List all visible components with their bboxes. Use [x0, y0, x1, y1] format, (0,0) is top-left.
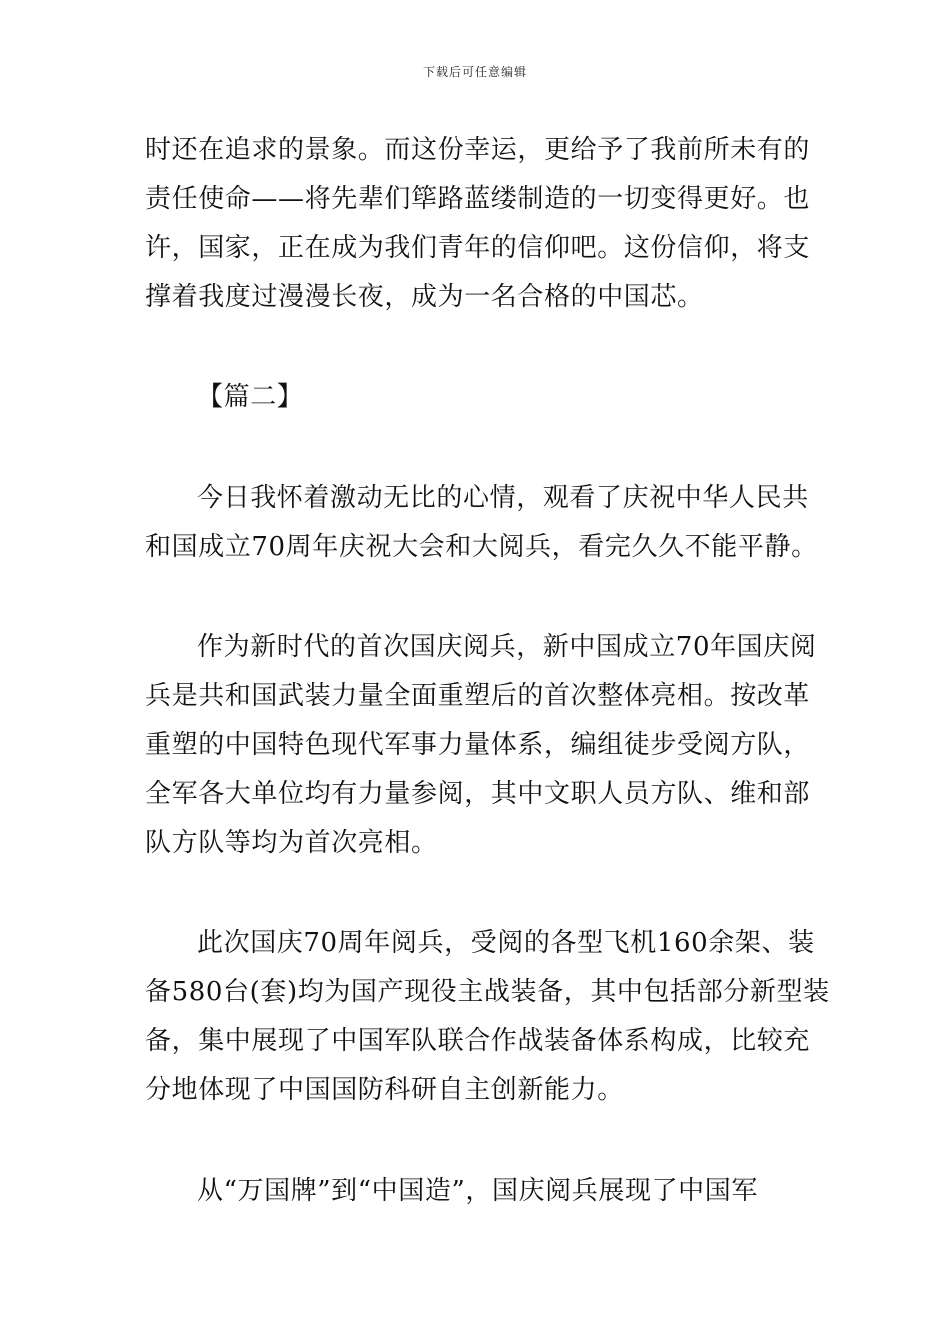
text-line: 时还在追求的景象。而这份幸运，更给予了我前所未有的: [145, 135, 811, 165]
text-line: 重塑的中国特色现代军事力量体系，编组徒步受阅方队，: [145, 730, 811, 760]
text-line: 责任使命——将先辈们筚路蓝缕制造的一切变得更好。也: [145, 184, 811, 214]
text-line: 分地体现了中国国防科研自主创新能力。: [145, 1075, 624, 1105]
text-line: 此次国庆70周年阅兵，受阅的各型飞机160余架、装: [197, 928, 815, 958]
text-line: 今日我怀着激动无比的心情，观看了庆祝中华人民共: [197, 483, 809, 513]
text-line: 许，国家，正在成为我们青年的信仰吧。这份信仰，将支: [145, 233, 811, 263]
text-line: 备，集中展现了中国军队联合作战装备体系构成，比较充: [145, 1026, 811, 1056]
text-line: 作为新时代的首次国庆阅兵，新中国成立70年国庆阅: [197, 632, 817, 662]
text-line: 撑着我度过漫漫长夜，成为一名合格的中国芯。: [145, 282, 704, 312]
text-line: 全军各大单位均有力量参阅，其中文职人员方队、维和部: [145, 779, 811, 809]
text-line: 和国成立70周年庆祝大会和大阅兵，看完久久不能平静。: [145, 532, 818, 562]
text-line: 从“万国牌”到“中国造”，国庆阅兵展现了中国军: [197, 1176, 758, 1206]
text-line: 队方队等均为首次亮相。: [145, 828, 438, 858]
text-line: 兵是共和国武装力量全面重塑后的首次整体亮相。按改革: [145, 681, 811, 711]
text-line: 备580台(套)均为国产现役主战装备，其中包括部分新型装: [145, 977, 830, 1007]
page-header-note: 下载后可任意编辑: [422, 65, 527, 79]
section-heading: 【篇二】: [197, 382, 304, 412]
